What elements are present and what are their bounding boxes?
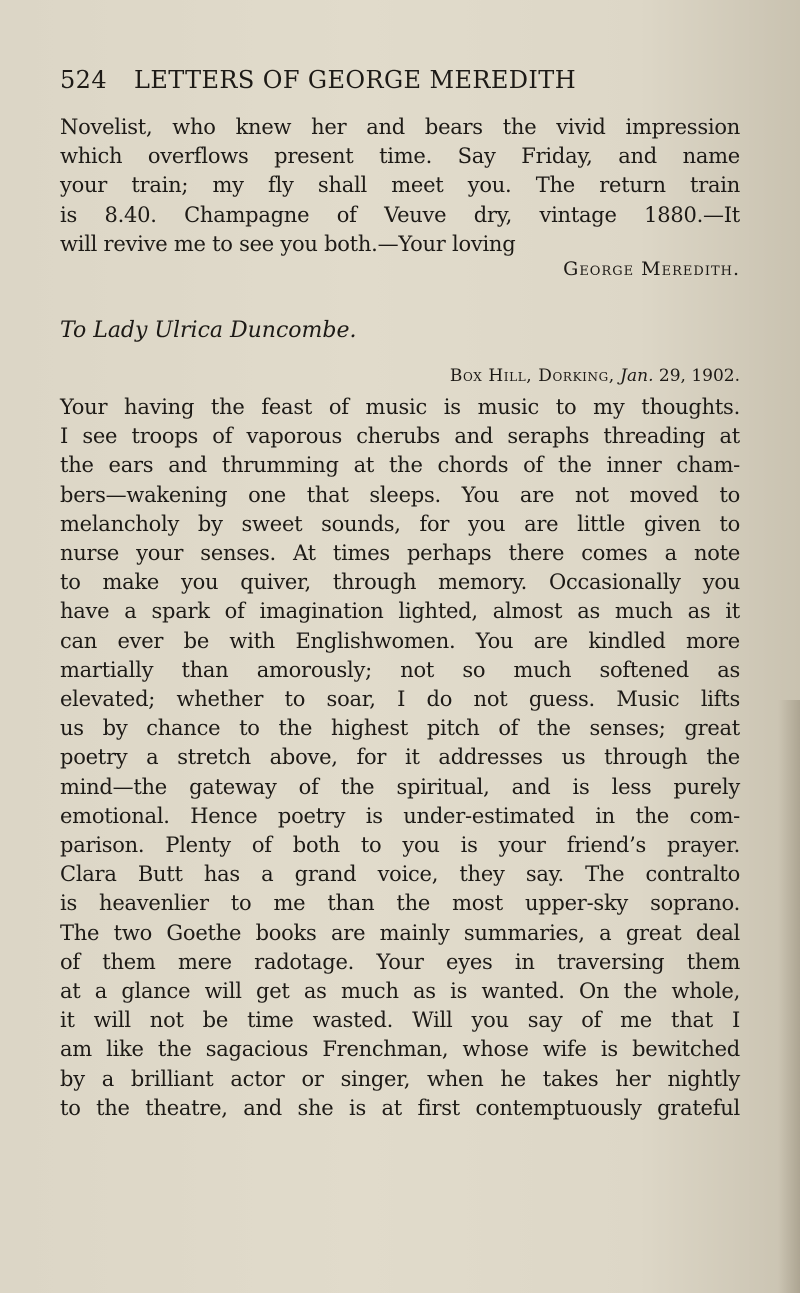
text-line: to the theatre, and she is at first contemptuously grateful <box>60 1095 740 1120</box>
text-line: is heavenlier to me than the most upper-sky soprano. <box>60 891 740 916</box>
text-line: bers—wakening one that sleeps. You are not moved to <box>60 482 740 507</box>
text-line: parison. Plenty of both to you is your friend’s prayer. <box>60 833 740 858</box>
text-line: Your having the feast of music is music to my thoughts. <box>60 395 740 419</box>
text-line: I see troops of vaporous cherubs and seraphs threading at <box>60 424 740 449</box>
text-line: The two Goethe books are mainly summaries, a great deal <box>60 920 740 945</box>
text-line: your train; my fly shall meet you. The return train <box>60 173 740 198</box>
text-line: can ever be with Englishwomen. You are kindled more <box>60 628 740 653</box>
text-line: emotional. Hence poetry is under-estimated in the com- <box>60 803 740 828</box>
letter-1-body <box>60 113 740 259</box>
text-line: will revive me to see you both.—Your loving <box>60 231 516 256</box>
dateline-place: Box Hill, Dorking, <box>449 366 615 386</box>
page-edge-shadow <box>778 700 800 1293</box>
letter-2-heading: To Lady Ulrica Duncombe. <box>60 318 357 343</box>
page-number: 524 <box>60 66 108 94</box>
letter-2-dateline <box>60 366 740 386</box>
text-line: by a brilliant actor or singer, when he takes her nightly <box>60 1066 740 1091</box>
text-line: poetry a stretch above, for it addresses us through the <box>60 745 740 770</box>
text-line: at a glance will get as much as is wanted. On the whole, <box>60 979 740 1004</box>
text-line: of them mere radotage. Your eyes in traversing them <box>60 949 740 974</box>
text-line: martially than amorously; not so much softened as <box>60 657 740 682</box>
text-line: melancholy by sweet sounds, for you are little given to <box>60 511 740 536</box>
running-title: LETTERS OF GEORGE MEREDITH <box>134 66 577 94</box>
text-line: am like the sagacious Frenchman, whose wife is bewitched <box>60 1037 740 1062</box>
letter-2-body <box>60 393 740 1123</box>
text-line: Clara Butt has a grand voice, they say. The contralto <box>60 862 740 887</box>
letter-1-signature: George Meredith. <box>563 258 740 280</box>
text-line: have a spark of imagination lighted, almost as much as it <box>60 599 740 624</box>
text-line: to make you quiver, through memory. Occasionally you <box>60 570 740 595</box>
dateline-date: 29, 1902. <box>658 366 740 386</box>
text-line: nurse your senses. At times perhaps there comes a note <box>60 541 740 566</box>
text-line: the ears and thrumming at the chords of the inner cham- <box>60 453 740 478</box>
text-line: it will not be time wasted. Will you say of me that I <box>60 1008 740 1033</box>
running-header <box>60 66 740 94</box>
text-line: elevated; whether to soar, I do not guess. Music lifts <box>60 687 740 712</box>
text-line: is 8.40. Champagne of Veuve dry, vintage 1880.—It <box>60 202 740 227</box>
text-line: which overflows present time. Say Friday, and name <box>60 144 740 169</box>
text-line: us by chance to the highest pitch of the senses; great <box>60 716 740 741</box>
text-line: mind—the gateway of the spiritual, and is less purely <box>60 774 740 799</box>
text-line: Novelist, who knew her and bears the vivid impression <box>60 115 740 139</box>
dateline-month: Jan. <box>620 366 654 386</box>
